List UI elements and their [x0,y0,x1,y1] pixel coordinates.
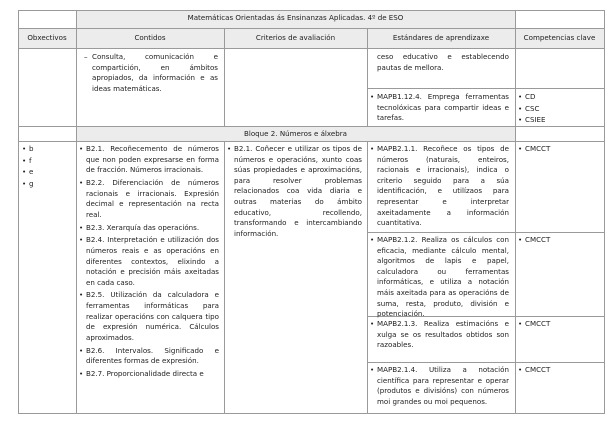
block-title: Bloque 2. Números e álxebra [244,129,347,138]
standard-cell-4 [370,365,509,410]
competence-item: • CMCCT [518,319,551,328]
rule [515,10,516,414]
standards-list-continued [370,92,509,126]
standard-continuation: ceso educativo e establecendo pautas de mellora. [377,52,509,72]
criterion-item: • B2.1. Coñecer e utilizar os tipos de números e operacións, xunto coas súas propiedades e aproximacións, para resolver problemas relacionados coa vida diaria e outras materias do ámbito educativo, recollendo, transformando e intercambiando información. [227,144,362,238]
header-contents: Contidos [134,33,166,42]
table-title: Matemáticas Orientadas ás Ensinanzas Aplicadas. 4º de ESO [187,13,404,22]
objective-item: • f [22,155,32,165]
content-item: • B2.1. Recoñecemento de números que non poden expresarse en forma de fracción. Números irracionais. [79,144,219,175]
standard-cell-3 [370,319,509,353]
continued-contents-list [84,52,218,97]
content-item: – Consulta, comunicación e compartición, en ámbitos apropiados, da información e as ideas matemáticas. [84,52,218,93]
competence-item: • CMCCT [518,235,551,244]
content-item: • B2.7. Proporcionalidade directa e [79,369,204,378]
competence-cell-3 [518,319,598,332]
competences-list-continued [518,92,598,127]
rule [604,10,605,414]
objective-item: • g [22,178,34,188]
standard-cell-1 [370,144,509,231]
rule [224,141,225,414]
standard-item: • MAPB2.1.3. Realiza estimacións e xulga se os resultados obtidos son razoables. [370,319,509,350]
standard-item: • MAPB2.1.4. Utiliza a notación científica para representar e operar (produtos e divisións) con números moi grandes ou moi pequenos. [370,365,509,406]
objective-item: • e [22,167,34,177]
rule [367,362,604,363]
standard-item: • MAPB2.1.1. Recoñece os tipos de números (naturais, enteiros, racionais e irracionais), indica o criterio seguido para a súa identificación, e utilízaos para representar e interpretar axeitadamente a información cuantitativa. [370,144,509,228]
competence-item: • CSIEE [518,115,546,125]
objective-item: • b [22,144,34,153]
rule [18,10,19,414]
header-objectives: Obxectivos [27,33,67,42]
competence-cell-1 [518,144,598,157]
contents-list [79,144,219,382]
rule [18,413,604,414]
content-item: • B2.4. Interpretación e utilización dos números reais e as operacións en diferentes contextos, elixindo a notación e precisión máis axeitadas en cada caso. [79,235,219,287]
header-competences: Competencias clave [523,33,596,42]
competence-item: • CSC [518,103,540,113]
content-item: • B2.2. Diferenciación de números racionais e irracionais. Expresión decimal e representación na recta real. [79,177,219,219]
competence-item: • CD [518,92,536,101]
rule [76,10,77,414]
curriculum-table [18,10,604,413]
rule [18,28,604,29]
rule [367,141,368,414]
criteria-list [227,144,362,242]
header-standards: Estándares de aprendizaxe [392,33,490,42]
standard-cell-2 [370,235,509,322]
competence-cell-4 [518,365,598,378]
content-item: • B2.5. Utilización da calculadora e ferramentas informáticas para realizar operacións con calquera tipo de expresión numérica. Cálculos aproximados. [79,290,219,342]
competence-item: • CMCCT [518,144,551,153]
rule [18,10,604,11]
competence-item: • CMCCT [518,365,551,374]
content-item: • B2.3. Xerarquía das operacións. [79,222,200,232]
rule [18,141,604,142]
rule [367,88,604,89]
header-criteria: Criterios de avaliación [255,33,336,42]
rule [18,126,604,127]
rule [18,48,604,49]
objectives-list [22,144,72,190]
competence-cell-2 [518,235,598,248]
rule [367,232,604,233]
standard-item: • MAPB2.1.2. Realiza os cálculos con eficacia, mediante cálculo mental, algoritmos de lapis e papel, calculadora ou ferramentas informáticas, e utiliza a notación máis axeitada para as operacións de suma, resta, produto, división e potenciación. [370,235,509,319]
standard-item: • MAPB1.12.4. Emprega ferramentas tecnolóxicas para compartir ideas e tarefas. [370,92,509,123]
content-item: • B2.6. Intervalos. Significado e diferentes formas de expresión. [79,345,219,366]
